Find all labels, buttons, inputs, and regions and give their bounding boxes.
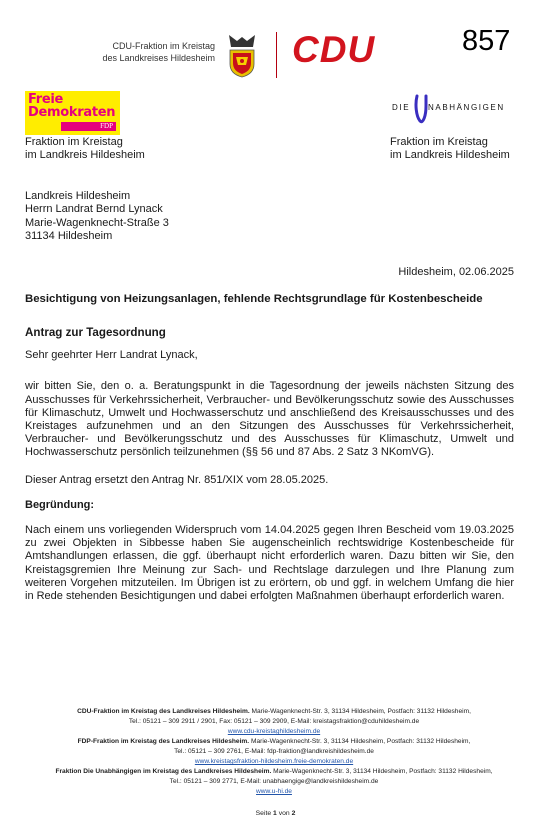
- footer-cdu-contact: Tel.: 05121 – 309 2911 / 2901, Fax: 05121 – 309 2909, E-Mail: kreistagsfraktion@cduhildesheim.de: [128, 718, 420, 725]
- footer-cdu-line1: [14, 707, 534, 717]
- unab-logo-right: NABHÄNGIGEN: [428, 103, 505, 112]
- salutation: Sehr geehrter Herr Landrat Lynack,: [25, 349, 198, 362]
- paragraph-replacement: Dieser Antrag ersetzt den Antrag Nr. 851/XIX vom 28.05.2025.: [25, 473, 329, 486]
- cdu-faction-text: [80, 40, 215, 64]
- footer-unab-name: Fraktion Die Unabhängigen im Kreistag des Landkreises Hildesheim.: [55, 768, 272, 775]
- cdu-logo: CDU: [292, 29, 376, 70]
- fdp-logo-line1: Freie: [28, 92, 64, 107]
- recipient-address: [25, 190, 169, 243]
- footer-fdp-web-link[interactable]: www.kreistagsfraktion-hildesheim.freie-demokraten.de: [194, 758, 354, 765]
- page-indicator: Seite 1 von 2: [255, 810, 296, 817]
- unab-faction-text: [390, 136, 510, 162]
- letter-body: [25, 292, 514, 603]
- cdu-faction-line1: CDU-Fraktion im Kreistag: [112, 41, 215, 51]
- unab-u-icon: [414, 94, 428, 124]
- footer-fdp-contact: Tel.: 05121 – 309 2761, E-Mail: fdp-fraktion@landkreishildesheim.de: [174, 748, 374, 755]
- recipient-line3: Marie-Wagenknecht-Straße 3: [25, 216, 169, 229]
- recipient-line4: 31134 Hildesheim: [25, 229, 113, 242]
- footer-fdp-name: FDP-Fraktion im Kreistag des Landkreises Hildesheim.: [77, 738, 250, 745]
- recipient-line1: Landkreis Hildesheim: [25, 190, 131, 202]
- coat-of-arms-icon: [224, 32, 260, 78]
- letter-footer: [14, 707, 534, 797]
- document-number: 857: [462, 25, 511, 57]
- page-current: 1: [273, 810, 277, 817]
- footer-cdu-address: Marie-Wagenknecht-Str. 3, 31134 Hildesheim, Postfach: 31132 Hildesheim,: [249, 708, 471, 715]
- header-divider: [276, 32, 277, 78]
- unab-logo-left: DIE: [392, 103, 411, 112]
- footer-unab-address: Marie-Wagenknecht-Str. 3, 31134 Hildesheim, Postfach: 31132 Hildesheim,: [271, 768, 493, 775]
- footer-cdu-name: CDU-Fraktion im Kreistag des Landkreises Hildesheim.: [77, 708, 250, 715]
- fdp-logo-line2: Demokraten: [28, 105, 116, 120]
- reason-heading: Begründung:: [25, 498, 95, 511]
- cdu-faction-line2: des Landkreises Hildesheim: [102, 53, 215, 63]
- fdp-faction-line1: Fraktion im Kreistag: [25, 136, 123, 148]
- page-total: 2: [291, 810, 296, 817]
- paragraph-reason: Nach einem uns vorliegenden Widerspruch vom 14.04.2025 gegen Ihren Bescheid vom 19.03.2025 zu zwei Objekten in Sibbesse haben Sie augenscheinlich rechtswidrige Kostenbescheide für Amtshandlungen erlassen, die ggf. überhaupt nicht erforderlich waren. Dazu bitten wir Sie, den Kreistagsgremien Ihre Meinung zur Sach- und Rechtslage darzulegen und Ihre Planung zum weiteren Vorgehen mitzuteilen. Im Übrigen ist zu erörtern, ob und ggf. in welchem Umfang die hier in Rede stehenden Besichtigungen und dabei erfolgten Maßnahmen überhaupt erforderlich waren.: [25, 524, 514, 603]
- agenda-title: Antrag zur Tagesordnung: [25, 326, 166, 339]
- unab-faction-line1: Fraktion im Kreistag: [390, 136, 488, 148]
- footer-unab-contact: Tel.: 05121 – 309 2771, E-Mail: unabhaengige@landkreishildesheim.de: [169, 778, 379, 785]
- footer-unab-web-link[interactable]: www.u-hi.de: [256, 788, 292, 795]
- fdp-faction-line2: im Landkreis Hildesheim: [25, 149, 145, 161]
- fdp-logo: [25, 91, 120, 135]
- footer-fdp-line1: [14, 737, 534, 747]
- paragraph-request: wir bitten Sie, den o. a. Beratungspunkt in die Tagesordnung der jeweils nächsten Sitzung des Ausschusses für Verkehrssicherheit, Verbraucher- und Bevölkerungsschutz sowie des Ausschusses für Klimaschutz, Umwelt und Hochwasserschutz und anschließend des Kreisausschusses und des Kreistages aufzunehmen und an den Sitzungen des Ausschusses für Verkehrssicherheit, Verbraucher- und Bevölkerungsschutz und des Ausschusses für Klimaschutz, Umwelt und Hochwasserschutz persönlich teilzunehmen (§§ 56 und 87 Abs. 2 Satz 3 NKomVG).: [25, 380, 514, 459]
- letter-subject: Besichtigung von Heizungsanlagen, fehlende Rechtsgrundlage für Kostenbescheide: [25, 293, 483, 305]
- letter-date: Hildesheim, 02.06.2025: [398, 266, 514, 278]
- fdp-logo-bar: FDP: [61, 122, 116, 131]
- unabhaengige-logo: [392, 94, 512, 124]
- footer-unab-line1: [14, 767, 534, 777]
- unab-faction-line2: im Landkreis Hildesheim: [390, 149, 510, 161]
- footer-cdu-web-link[interactable]: www.cdu-kreistaghildesheim.de: [227, 728, 321, 735]
- footer-fdp-address: Marie-Wagenknecht-Str. 3, 31134 Hildesheim, Postfach: 31132 Hildesheim,: [249, 738, 471, 745]
- recipient-line2: Herrn Landrat Bernd Lynack: [25, 203, 163, 216]
- fdp-faction-text: [25, 136, 145, 162]
